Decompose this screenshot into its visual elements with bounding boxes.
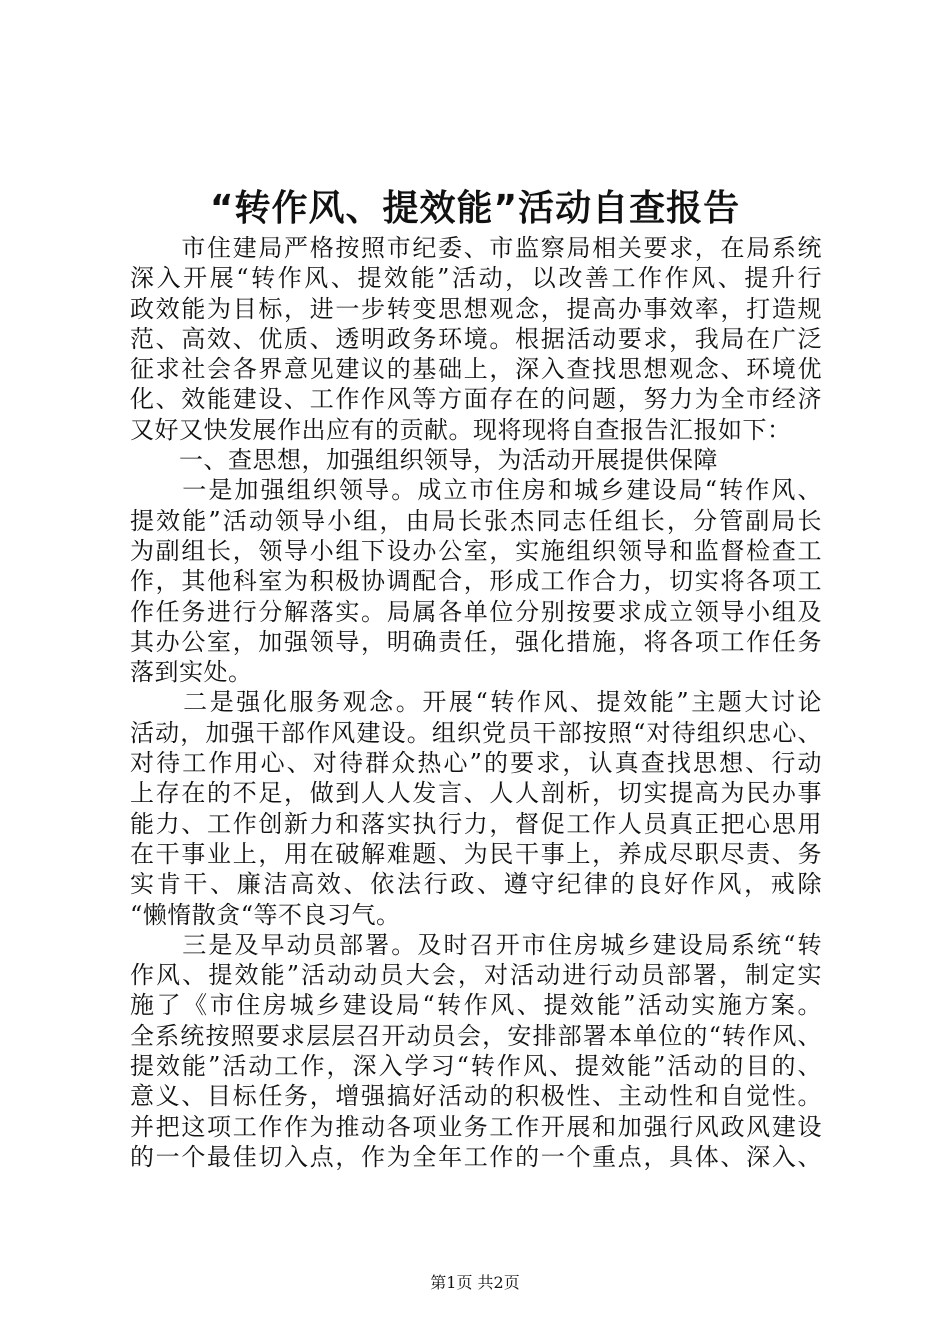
- body-line: 一是加强组织领导。成立市住房和城乡建设局“转作风、: [130, 476, 822, 505]
- body-line: 征求社会各界意见建议的基础上，深入查找思想观念、环境优: [130, 355, 822, 384]
- document-body: [130, 233, 822, 1172]
- body-line: 范、高效、优质、透明政务环境。根据活动要求，我局在广泛: [130, 324, 822, 353]
- body-line: 能力、工作创新力和落实执行力，督促工作人员真正把心思用: [130, 809, 822, 838]
- body-line: 上存在的不足，做到人人发言、人人剖析，切实提高为民办事: [130, 779, 822, 808]
- body-line: 化、效能建设、工作作风等方面存在的问题，努力为全市经济: [130, 385, 822, 414]
- body-line: 三是及早动员部署。及时召开市住房城乡建设局系统“转: [130, 930, 822, 959]
- body-line: 实肯干、廉洁高效、依法行政、遵守纪律的良好作风，戒除: [130, 870, 822, 899]
- body-line: 并把这项工作作为推动各项业务工作开展和加强行风政风建设: [130, 1112, 822, 1141]
- body-line: 的一个最佳切入点，作为全年工作的一个重点，具体、深入、: [130, 1142, 822, 1171]
- body-line: 对待工作用心、对待群众热心”的要求，认真查找思想、行动: [130, 749, 822, 778]
- body-line: 作风、提效能”活动动员大会，对活动进行动员部署，制定实: [130, 961, 822, 990]
- body-line: 作，其他科室为积极协调配合，形成工作合力，切实将各项工: [130, 567, 822, 596]
- body-line: 落到实处。: [130, 658, 253, 687]
- body-line: 二是强化服务观念。开展“转作风、提效能”主题大讨论: [130, 688, 822, 717]
- body-line: 施了《市住房城乡建设局“转作风、提效能”活动实施方案。: [130, 991, 822, 1020]
- body-line: 提效能”活动工作，深入学习“转作风、提效能”活动的目的、: [130, 1052, 822, 1081]
- document-title: “转作风、提效能”活动自查报告: [209, 188, 741, 229]
- body-line: 又好又快发展作出应有的贡献。现将现将自查报告汇报如下：: [130, 415, 792, 444]
- body-line: “懒惰散贪“等不良习气。: [130, 900, 401, 929]
- body-line: 为副组长，领导小组下设办公室，实施组织领导和监督检查工: [130, 536, 822, 565]
- body-line: 意义、目标任务，增强搞好活动的积极性、主动性和自觉性。: [130, 1082, 822, 1111]
- body-line: 提效能”活动领导小组，由局长张杰同志任组长，分管副局长: [130, 506, 822, 535]
- body-line: 活动，加强干部作风建设。组织党员干部按照“对待组织忠心、: [130, 718, 822, 747]
- page-footer: 第1页 共2页: [430, 1273, 520, 1292]
- body-line: 其办公室，加强领导，明确责任，强化措施，将各项工作任务: [130, 627, 822, 656]
- body-line: 在干事业上，用在破解难题、为民干事上，养成尽职尽责、务: [130, 839, 822, 868]
- body-line: 政效能为目标，进一步转变思想观念，提高办事效率，打造规: [130, 294, 822, 323]
- body-line: 全系统按照要求层层召开动员会，安排部署本单位的“转作风、: [130, 1021, 822, 1050]
- section-heading: 一、查思想，加强组织领导，为活动开展提供保障: [130, 446, 718, 475]
- body-line: 市住建局严格按照市纪委、市监察局相关要求，在局系统: [130, 234, 822, 262]
- body-line: 作任务进行分解落实。局属各单位分别按要求成立领导小组及: [130, 597, 822, 626]
- body-line: 深入开展“转作风、提效能”活动，以改善工作作风、提升行: [130, 264, 822, 293]
